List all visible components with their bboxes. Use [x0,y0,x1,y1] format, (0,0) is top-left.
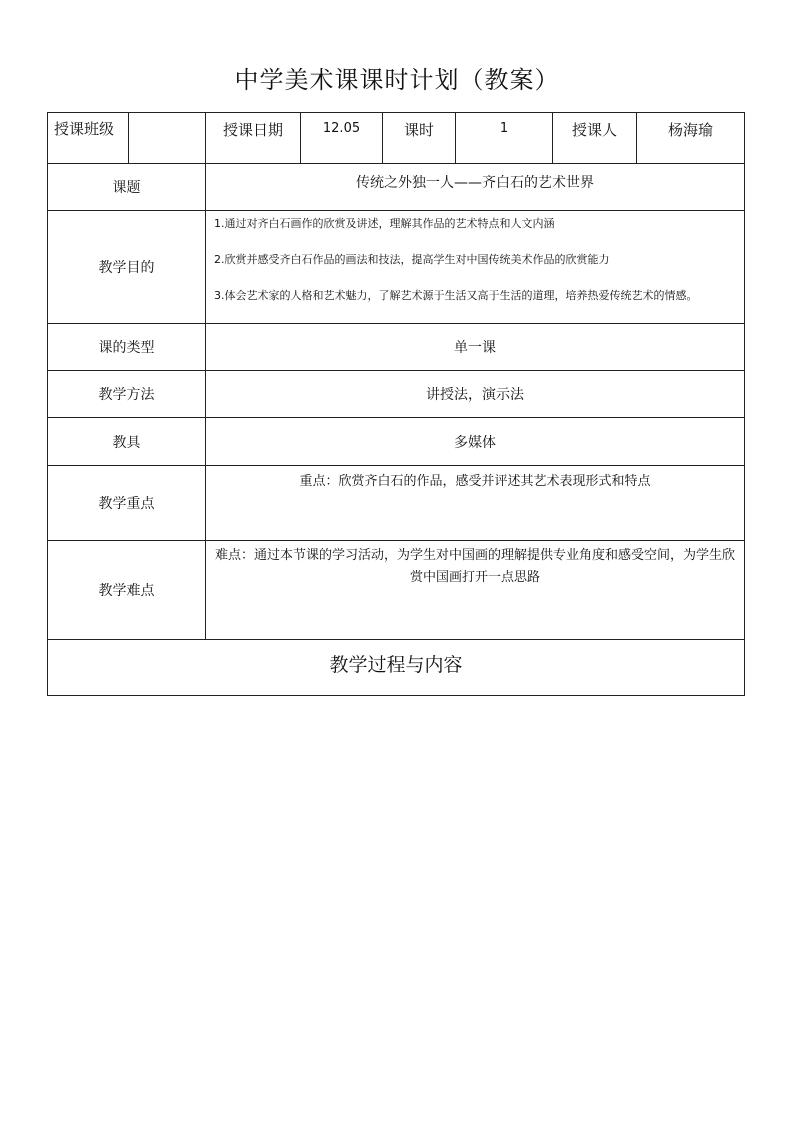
topic-label: 课题 [48,164,206,211]
process-heading: 教学过程与内容 [48,640,745,696]
date-value: 12.05 [301,113,383,164]
date-label: 授课日期 [206,113,301,164]
topic-value: 传统之外独一人——齐白石的艺术世界 [206,164,745,211]
document-title: 中学美术课课时计划（教案） [234,66,560,94]
difficulty-label: 教学难点 [48,541,206,640]
difficulty-row [48,541,745,640]
header-row [48,113,745,164]
objective-item: 2.欣赏并感受齐白石作品的画法和技法，提高学生对中国传统美术作品的欣赏能力 [214,253,610,266]
lesson-plan-table [47,112,745,696]
lesson-type-label: 课的类型 [48,324,206,371]
class-label: 授课班级 [48,113,129,164]
topic-row [48,164,745,211]
tools-value: 多媒体 [206,418,745,466]
objectives-content [206,211,745,324]
period-value: 1 [456,113,553,164]
objective-item: 3.体会艺术家的人格和艺术魅力，了解艺术源于生活又高于生活的道理，培养热爱传统艺术的情感。 [214,289,698,302]
period-label: 课时 [383,113,456,164]
lesson-type-row [48,324,745,371]
method-row [48,371,745,418]
process-row [48,640,745,696]
tools-row [48,418,745,466]
lesson-type-value: 单一课 [206,324,745,371]
method-value: 讲授法，演示法 [206,371,745,418]
teacher-label: 授课人 [553,113,637,164]
teacher-value: 杨海瑜 [637,113,745,164]
tools-label: 教具 [48,418,206,466]
difficulty-value: 难点：通过本节课的学习活动，为学生对中国画的理解提供专业角度和感受空间，为学生欣赏中国画打开一点思路 [206,541,745,640]
objectives-label: 教学目的 [48,211,206,324]
objective-item: 1.通过对齐白石画作的欣赏及讲述，理解其作品的艺术特点和人文内涵 [214,217,555,230]
keypoint-value: 重点：欣赏齐白石的作品，感受并评述其艺术表现形式和特点 [206,466,745,541]
method-label: 教学方法 [48,371,206,418]
class-value [129,113,206,164]
keypoint-row [48,466,745,541]
keypoint-label: 教学重点 [48,466,206,541]
objectives-row [48,211,745,324]
